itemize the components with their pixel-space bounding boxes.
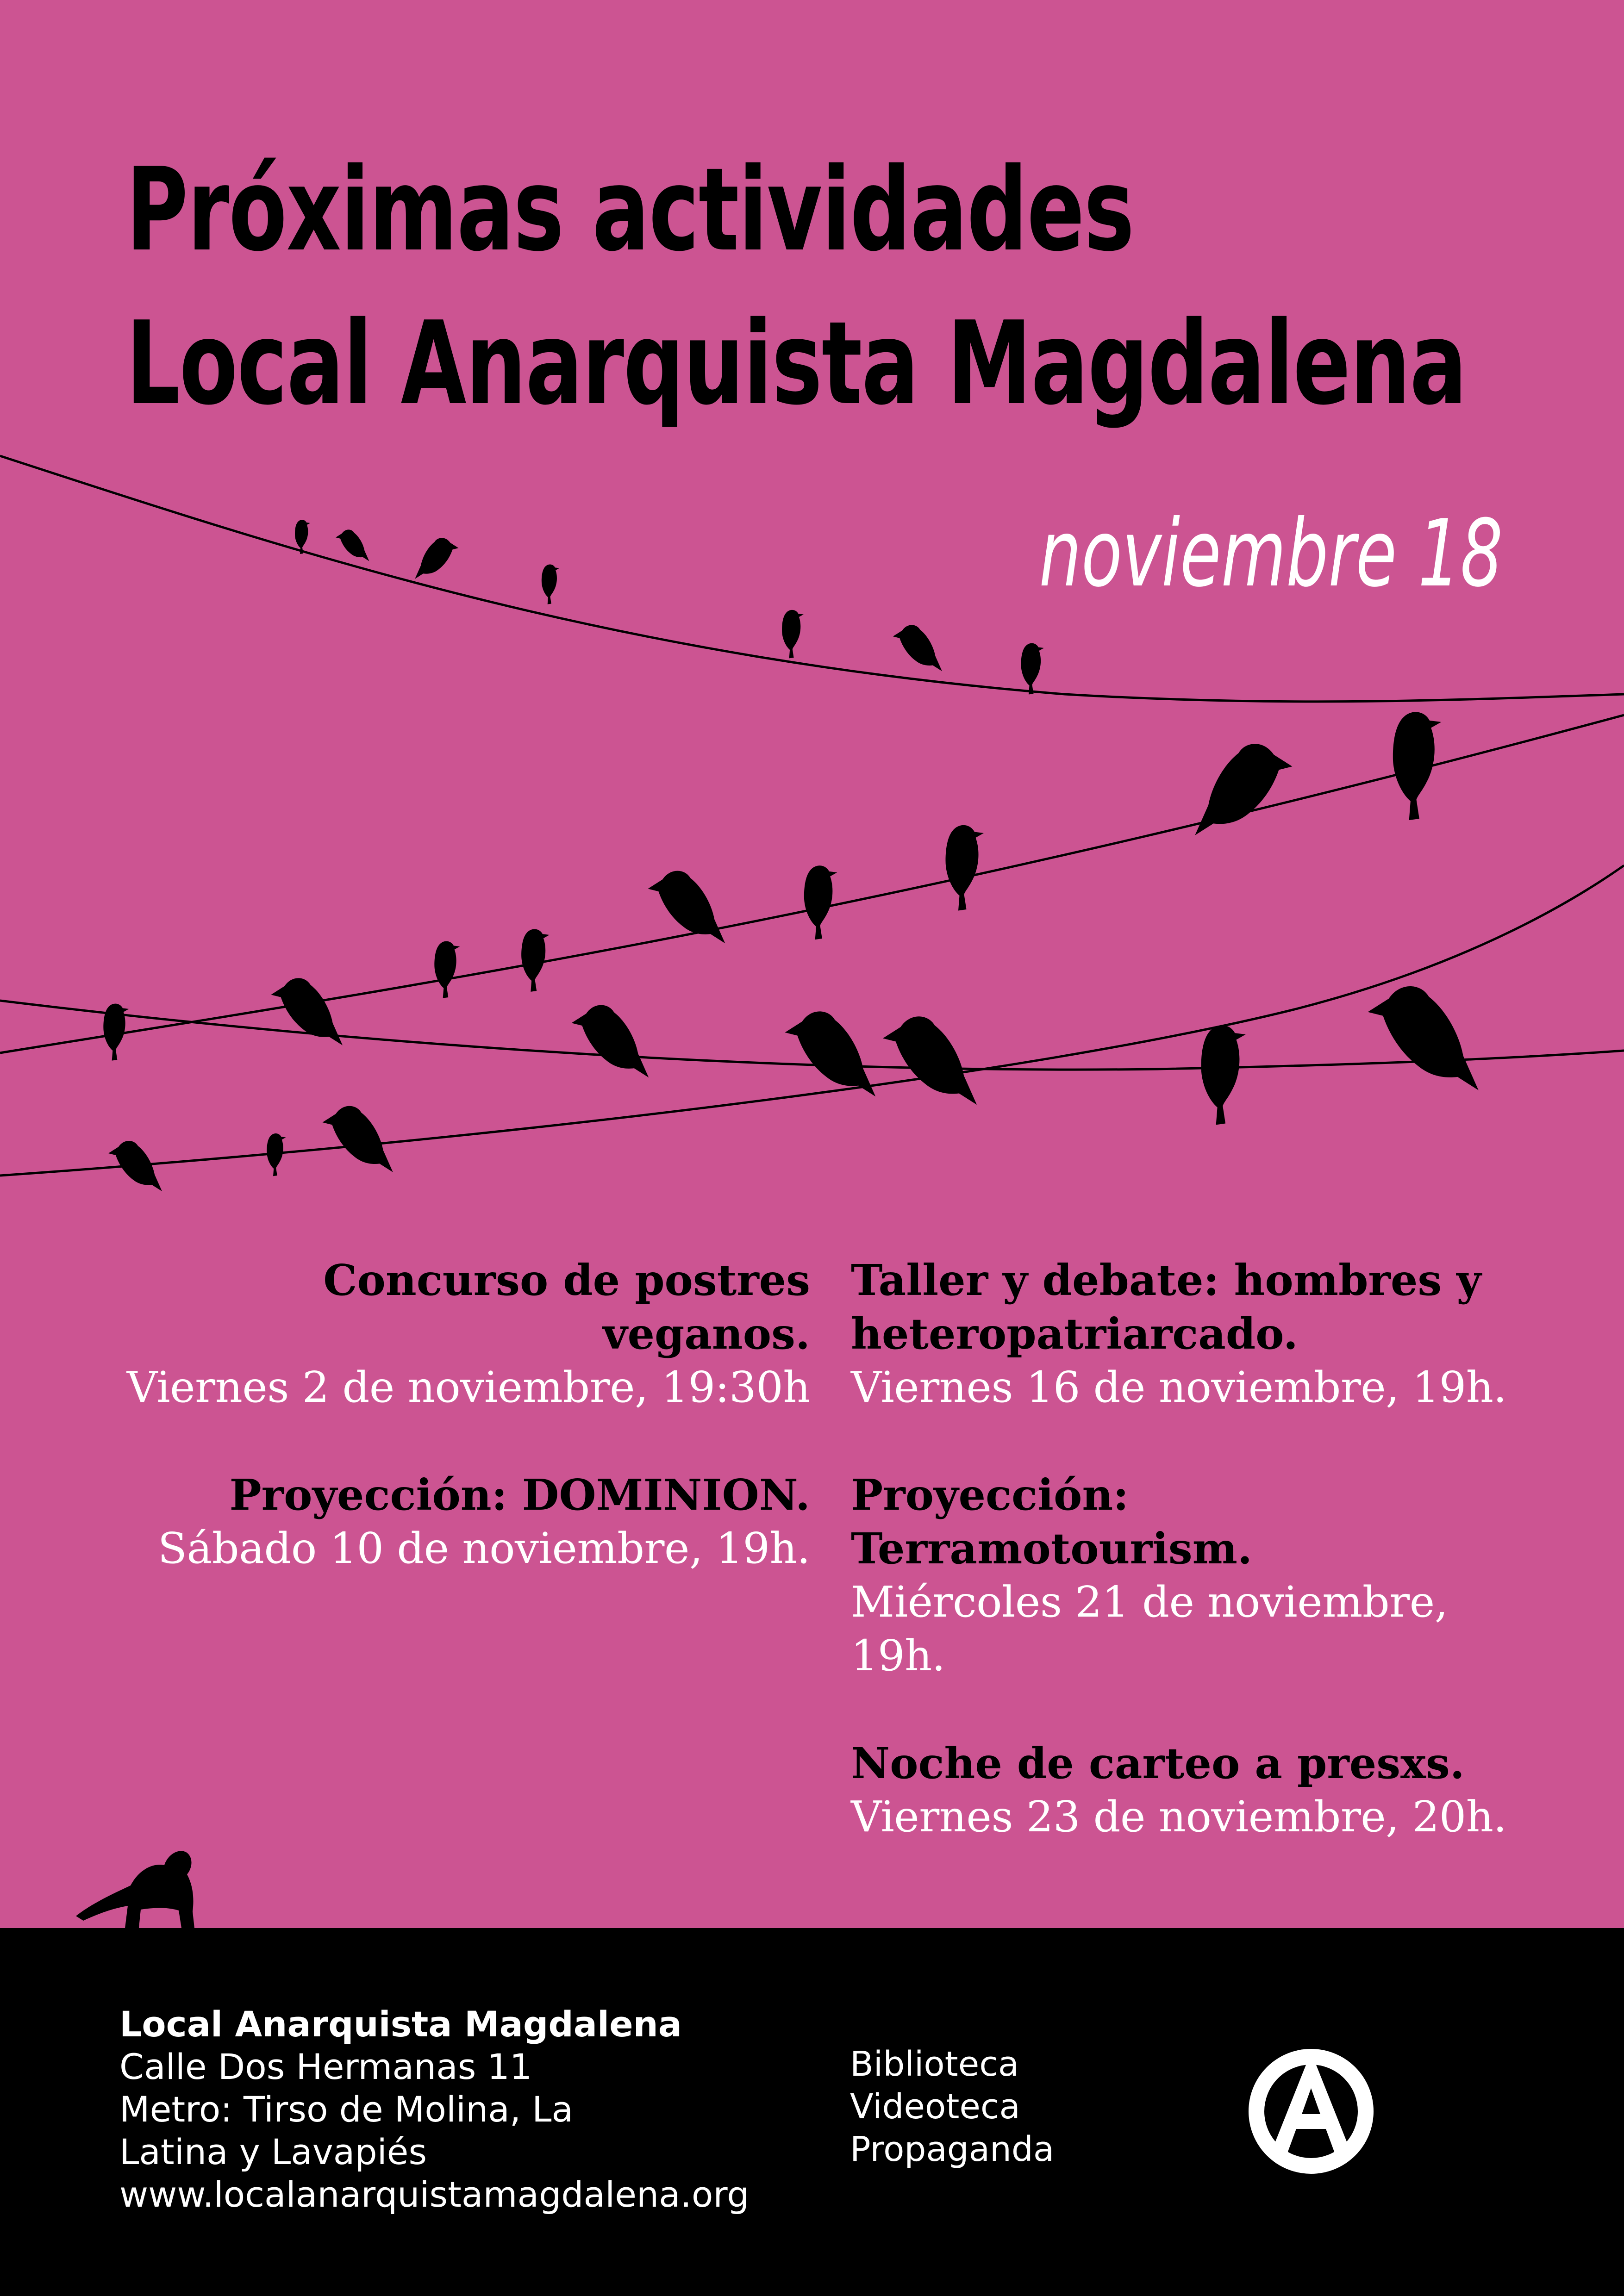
bird-icon	[946, 825, 984, 911]
bird-icon	[415, 538, 458, 579]
event-date: Sábado 10 de noviembre, 19h.	[157, 1524, 810, 1573]
bird-icon	[1201, 1025, 1246, 1125]
event-item	[125, 1253, 810, 1414]
event-item	[851, 1253, 1513, 1414]
service-item: Biblioteca	[850, 2044, 1019, 2084]
bird-icon	[1195, 744, 1292, 835]
event-name: Proyección: Terramotourism.	[851, 1470, 1253, 1574]
event-date: Viernes 16 de noviembre, 19h.	[851, 1363, 1507, 1412]
event-date: Viernes 23 de noviembre, 20h.	[851, 1792, 1507, 1842]
org-contact	[119, 2003, 750, 2216]
wire-top	[0, 456, 1624, 702]
bird-icon	[648, 871, 725, 944]
org-metro: Metro: Tirso de Molina, La Latina y Lavapiés	[119, 2089, 574, 2172]
event-item	[125, 1468, 810, 1575]
event-item	[851, 1736, 1513, 1844]
bird-icon	[883, 1016, 977, 1105]
footer	[0, 1928, 1624, 2296]
bird-icon	[804, 865, 837, 940]
org-address: Calle Dos Hermanas 11	[119, 2046, 532, 2087]
events-right-column	[851, 1253, 1513, 1898]
crouching-person-icon	[76, 1851, 194, 1928]
bird-icon	[323, 1106, 393, 1172]
bird-icon	[434, 941, 460, 998]
bird-icon	[267, 1133, 286, 1176]
title-line-1: Próximas actividades	[126, 143, 1134, 277]
event-date: Miércoles 21 de noviembre, 19h.	[851, 1577, 1448, 1680]
event-name: Taller y debate: hombres y heteropatriarcado.	[851, 1255, 1481, 1359]
bird-icon	[1021, 643, 1044, 695]
org-website[interactable]: www.localanarquistamagdalena.org	[119, 2174, 750, 2215]
event-date: Viernes 2 de noviembre, 19:30h	[126, 1363, 810, 1412]
bird-icon	[336, 529, 369, 561]
event-name: Noche de carteo a presxs.	[851, 1738, 1465, 1788]
bird-icon	[542, 565, 560, 604]
bird-icon	[1368, 986, 1479, 1090]
events-left-column	[125, 1253, 810, 1629]
services-list	[850, 2043, 1054, 2171]
event-name: Proyección: DOMINION.	[229, 1470, 810, 1520]
bird-icon	[572, 1005, 649, 1078]
anarchy-circle-a-icon	[1247, 2047, 1375, 2175]
title-line-2: Local Anarquista Magdalena	[126, 297, 1467, 430]
date-label: noviembre 18	[1039, 500, 1503, 608]
event-name: Concurso de postres veganos.	[323, 1255, 810, 1359]
org-name: Local Anarquista Magdalena	[119, 2004, 682, 2045]
bird-icon	[271, 978, 343, 1045]
service-item: Videoteca	[850, 2087, 1020, 2127]
service-item: Propaganda	[850, 2129, 1055, 2169]
bird-icon	[782, 610, 804, 659]
event-item	[851, 1468, 1513, 1683]
bird-icon	[893, 625, 942, 671]
bird-icon	[785, 1011, 876, 1096]
